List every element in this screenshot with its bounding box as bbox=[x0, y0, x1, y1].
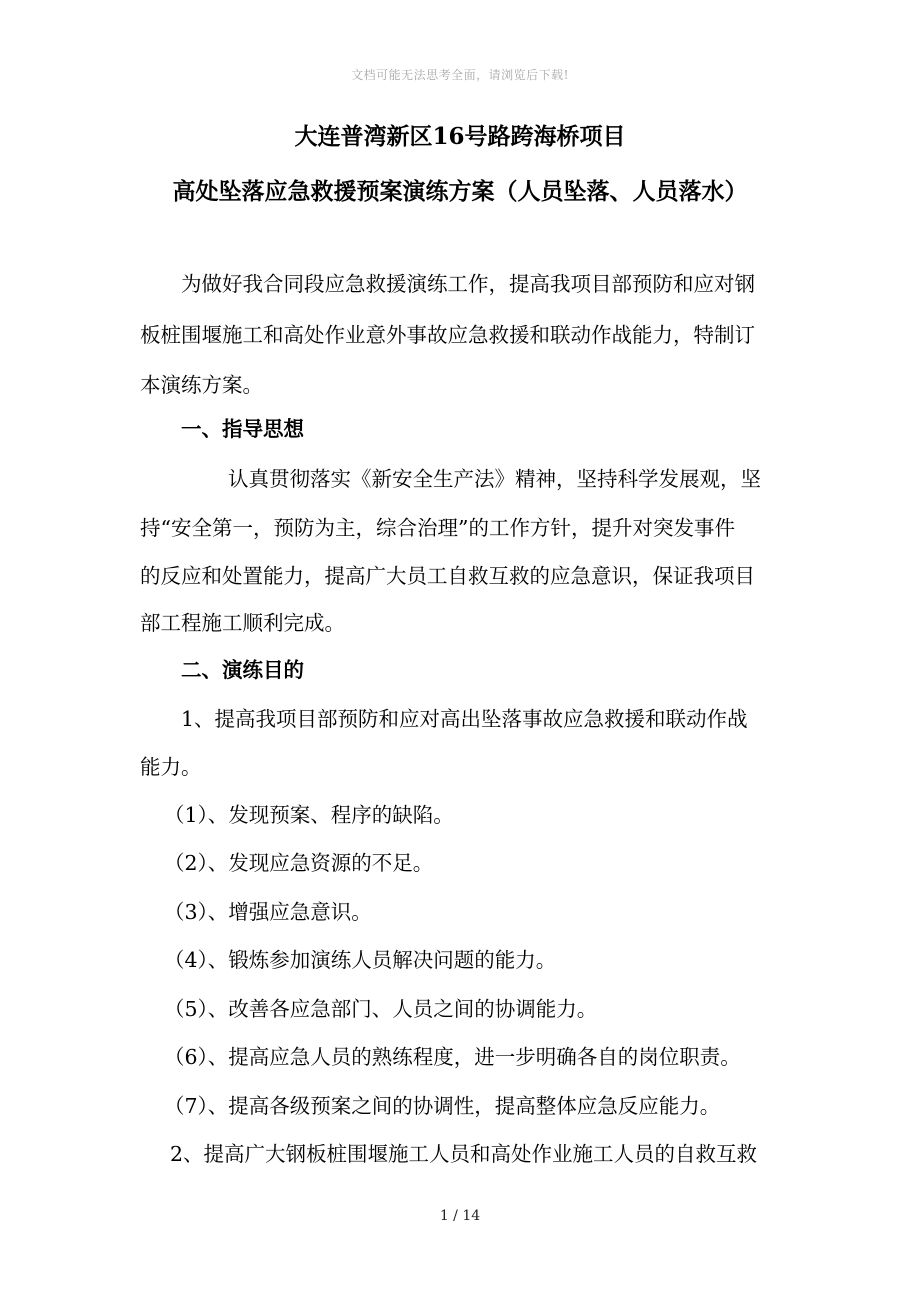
section-1-line-3: 的反应和处置能力，提高广大员工自救互救的应急意识，保证我项目 bbox=[140, 564, 755, 588]
section-1-line-2: 持“安全第一，预防为主，综合治理”的工作方针，提升对突发事件 bbox=[140, 516, 735, 540]
intro-line-1: 为做好我合同段应急救援演练工作，提高我项目部预防和应对钢 bbox=[181, 272, 755, 296]
section-2-point-1-line-2: 能力。 bbox=[140, 755, 202, 779]
document-subtitle: 高处坠落应急救援预案演练方案（人员坠落、人员落水） bbox=[172, 178, 748, 205]
section-1-heading: 一、指导思想 bbox=[181, 417, 304, 441]
intro-line-2: 板桩围堰施工和高处作业意外事故应急救援和联动作战能力，特制订 bbox=[140, 323, 755, 347]
section-2-point-2-line-1: 2、提高广大钢板桩围堰施工人员和高处作业施工人员的自救互救 bbox=[170, 1142, 758, 1166]
page-number: 1 / 14 bbox=[439, 1208, 481, 1224]
header-note: 文档可能无法思考全面，请浏览后下载! bbox=[351, 68, 569, 82]
list-item: （2）、发现应急资源的不足。 bbox=[164, 851, 434, 875]
intro-line-3: 本演练方案。 bbox=[140, 373, 263, 397]
section-2-point-1-line-1: 1、提高我项目部预防和应对高出坠落事故应急救援和联动作战 bbox=[181, 707, 748, 731]
list-item: （1）、发现预案、程序的缺陷。 bbox=[164, 803, 454, 827]
list-item: （5）、改善各应急部门、人员之间的协调能力。 bbox=[164, 997, 598, 1021]
list-item: （6）、提高应急人员的熟练程度，进一步明确各自的岗位职责。 bbox=[164, 1045, 741, 1069]
section-2-heading: 二、演练目的 bbox=[181, 658, 304, 682]
list-item: （3）、增强应急意识。 bbox=[164, 900, 372, 924]
section-1-line-4: 部工程施工顺利完成。 bbox=[140, 611, 345, 635]
list-item: （4）、锻炼参加演练人员解决问题的能力。 bbox=[164, 948, 557, 972]
document-title: 大连普湾新区16号路跨海桥项目 bbox=[294, 123, 626, 150]
section-1-line-1: 认真贯彻落实《新安全生产法》精神，坚持科学发展观，坚 bbox=[228, 467, 761, 491]
list-item: （7）、提高各级预案之间的协调性，提高整体应急反应能力。 bbox=[164, 1094, 721, 1118]
